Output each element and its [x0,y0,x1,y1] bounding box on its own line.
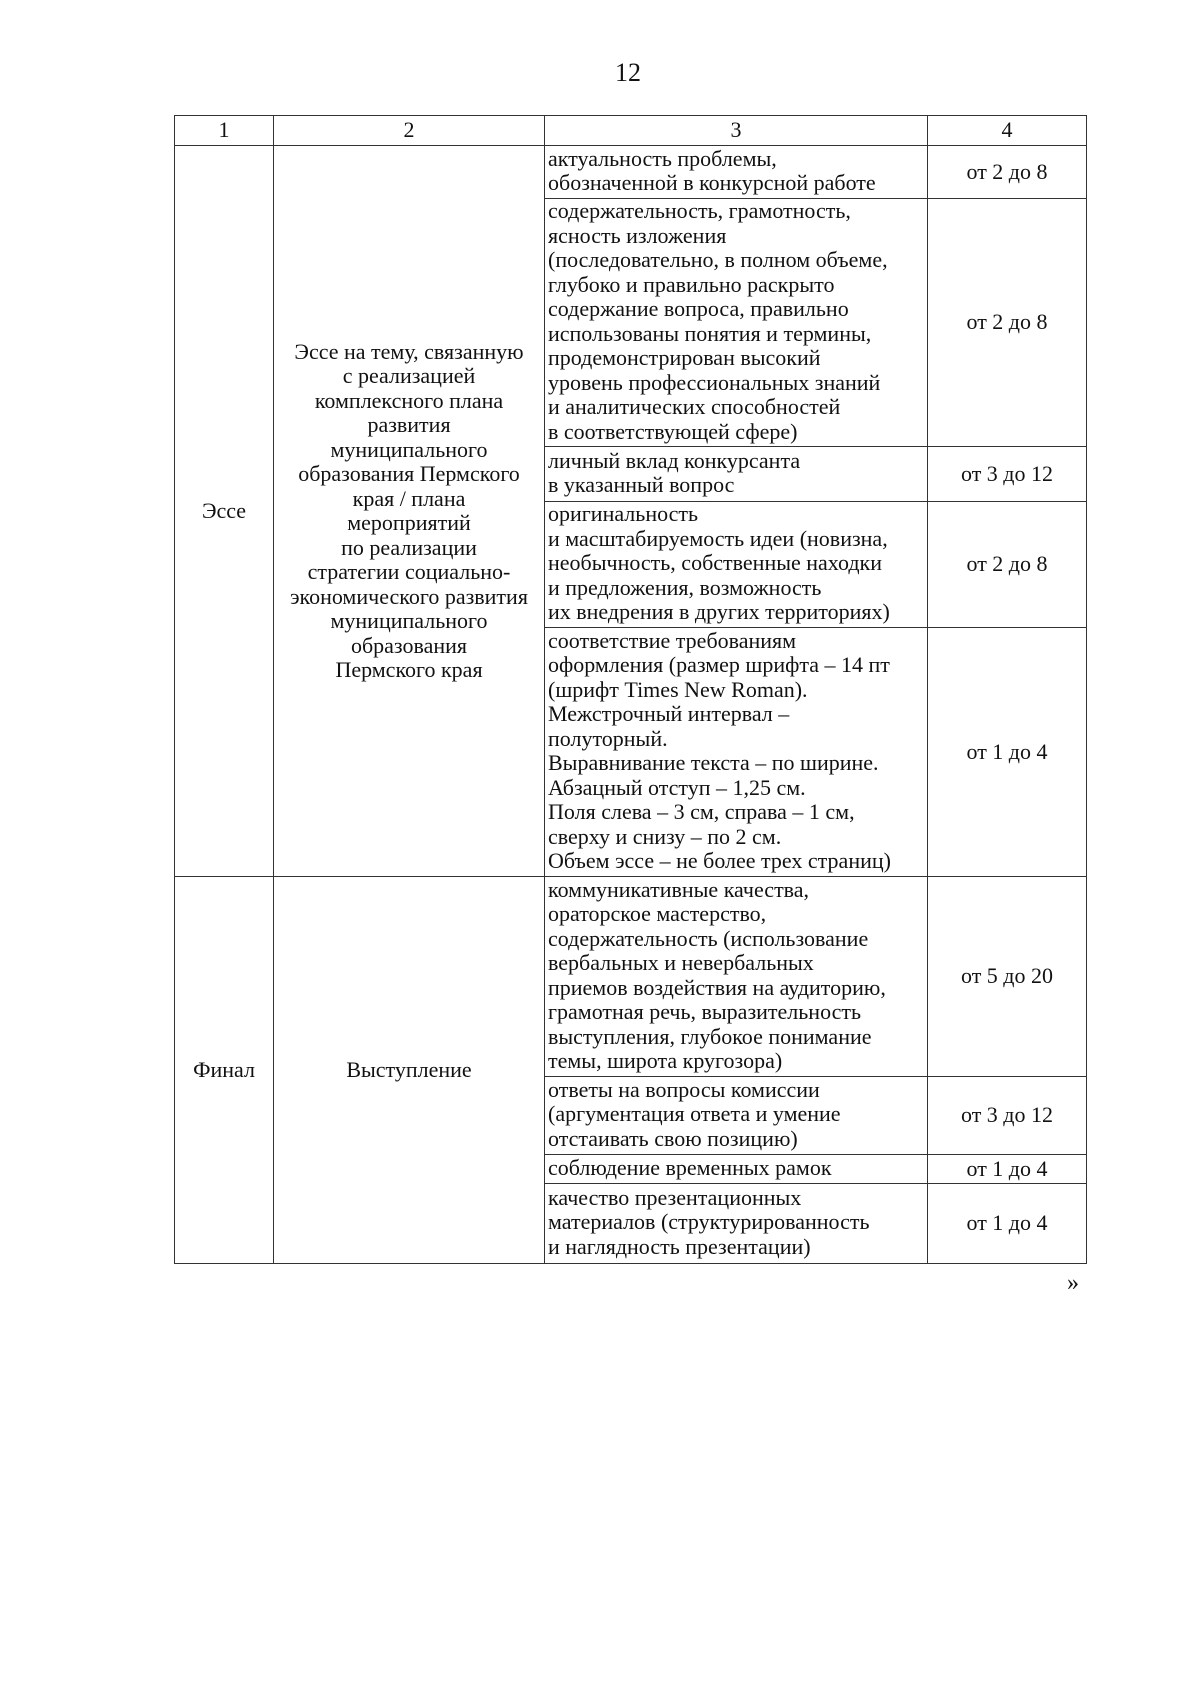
score-cell: от 1 до 4 [928,1155,1087,1184]
stage-description-cell: Эссе на тему, связанную с реализацией комплексного плана развития муниципального образования Пермского края / плана мероприятий по реализации стратегии социально- экономического развития муниципального образования Пермского края [274,146,545,877]
stage-description-cell: Выступление [274,877,545,1264]
criterion-cell: ответы на вопросы комиссии (аргументация ответа и умение отстаивать свою позицию) [545,1077,928,1155]
criterion-cell: соответствие требованиям оформления (размер шрифта – 14 пт (шрифт Times New Roman). Межстрочный интервал – полуторный. Выравнивание текста – по ширине. Абзацный отступ – 1,25 см. Поля слева – 3 см, справа – 1 см, сверху и снизу – по 2 см. Объем эссе – не более трех страниц) [545,628,928,877]
header-cell: 3 [545,116,928,146]
header-cell: 4 [928,116,1087,146]
score-cell: от 5 до 20 [928,877,1087,1077]
stage-cell: Эссе [175,146,274,877]
score-cell: от 1 до 4 [928,1184,1087,1264]
score-cell: от 3 до 12 [928,447,1087,502]
score-cell: от 3 до 12 [928,1077,1087,1155]
score-cell: от 2 до 8 [928,502,1087,628]
criterion-cell: соблюдение временных рамок [545,1155,928,1184]
table-row [175,877,1087,1077]
criterion-cell: актуальность проблемы, обозначенной в конкурсной работе [545,146,928,199]
page-number: 12 [615,58,641,87]
score-cell: от 2 до 8 [928,199,1087,447]
table-row [175,146,1087,199]
criterion-cell: качество презентационных материалов (структурированность и наглядность презентации) [545,1184,928,1264]
criterion-cell: содержательность, грамотность, ясность изложения (последовательно, в полном объеме, глубоко и правильно раскрыто содержание вопроса, правильно использованы понятия и термины, продемонстрирован высокий уровень профессиональных знаний и аналитических способностей в соответствующей сфере) [545,199,928,447]
header-cell: 1 [175,116,274,146]
score-cell: от 2 до 8 [928,146,1087,199]
score-cell: от 1 до 4 [928,628,1087,877]
criterion-cell: оригинальность и масштабируемость идеи (новизна, необычность, собственные находки и предложения, возможность их внедрения в других территориях) [545,502,928,628]
criterion-cell: личный вклад конкурсанта в указанный вопрос [545,447,928,502]
criterion-cell: коммуникативные качества, ораторское мастерство, содержательность (использование вербальных и невербальных приемов воздействия на аудиторию, грамотная речь, выразительность выступления, глубокое понимание темы, широта кругозора) [545,877,928,1077]
closing-quote: » [1067,1270,1079,1296]
table-header-row [175,116,1087,146]
criteria-table [174,115,1087,1264]
header-cell: 2 [274,116,545,146]
stage-cell: Финал [175,877,274,1264]
